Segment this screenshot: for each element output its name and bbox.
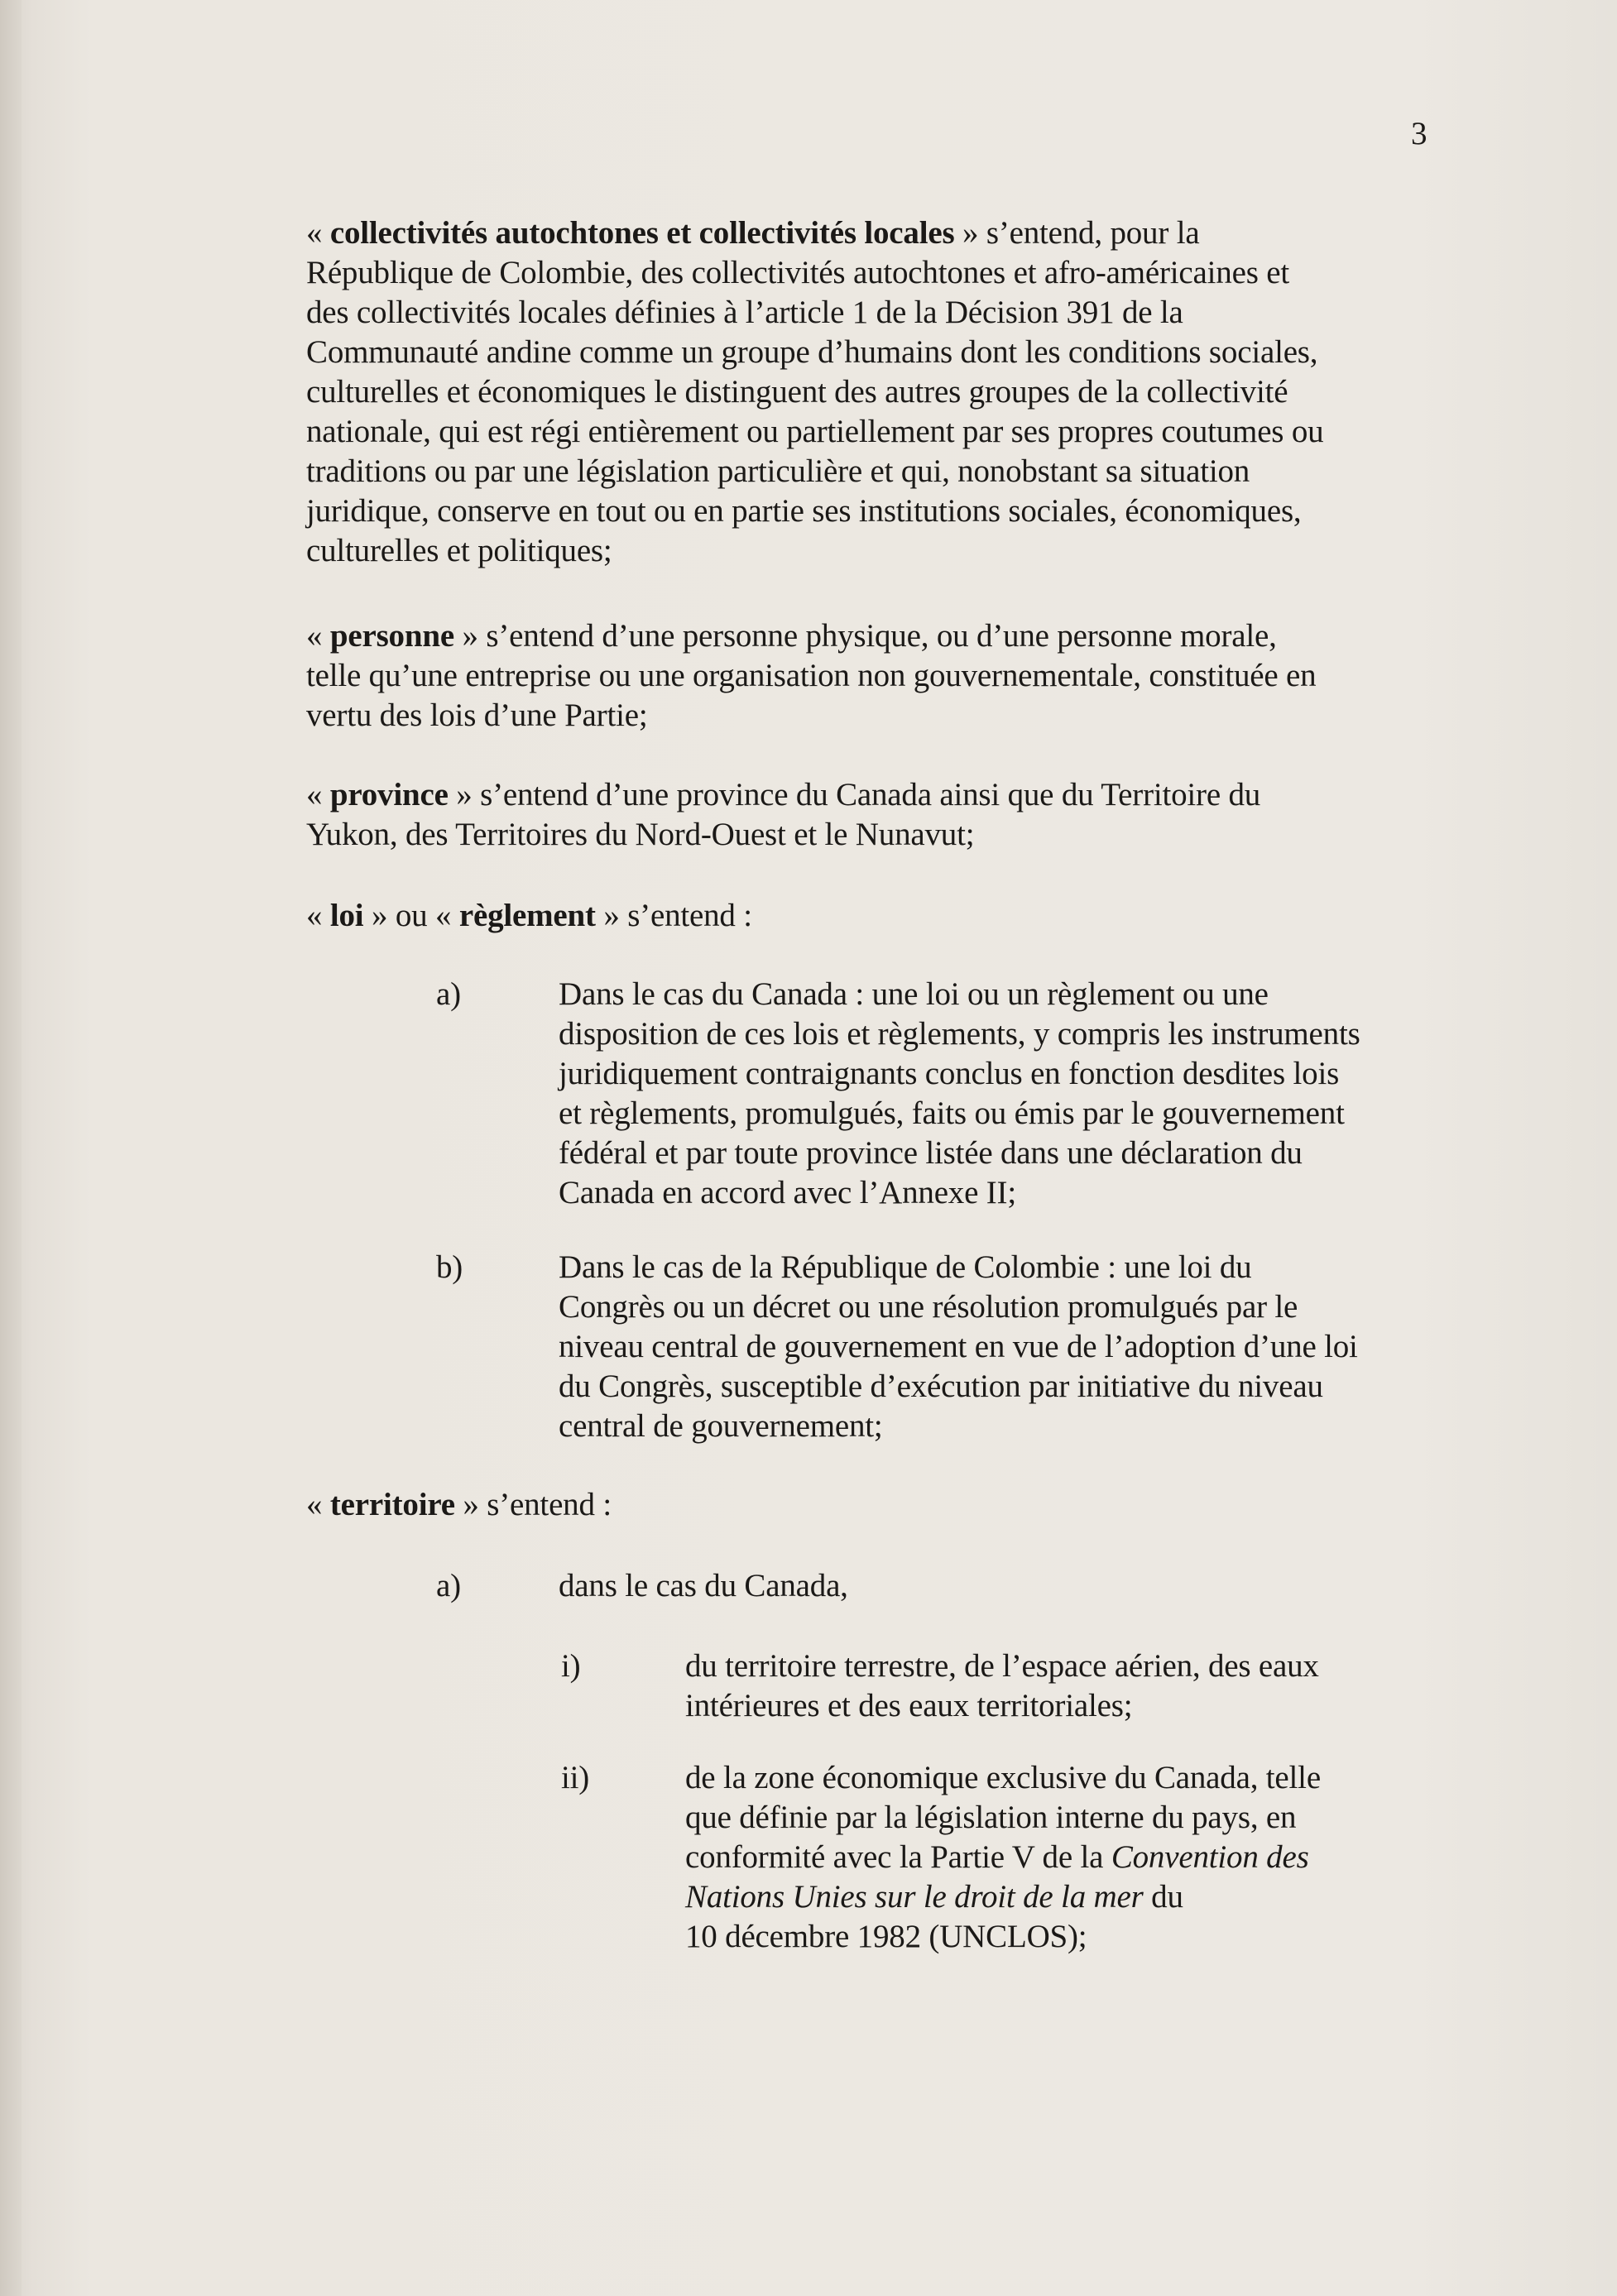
item-line: niveau central de gouvernement en vue de l’adoption d’une loi <box>559 1329 1358 1364</box>
definition-territoire <box>306 1485 1407 1525</box>
definition-lead: » s’entend, pour la <box>954 215 1200 251</box>
definition-line: République de Colombie, des collectivités autochtones et afro-américaines et <box>306 255 1289 290</box>
definition-line: Yukon, des Territoires du Nord-Ouest et le Nunavut; <box>306 817 975 852</box>
sub-item-label: i) <box>561 1648 581 1684</box>
item-line <box>685 1838 1321 1877</box>
defined-term: collectivités autochtones et collectivités locales <box>329 215 955 251</box>
item-line: Congrès ou un décret ou une résolution promulgués par le <box>559 1289 1298 1325</box>
definition-first-line <box>306 213 1407 253</box>
definition-line: Communauté andine comme un groupe d’humains dont les conditions sociales, <box>306 334 1318 370</box>
defined-term-2: règlement <box>458 898 596 933</box>
defined-term: province <box>329 777 449 812</box>
definition-line: vertu des lois d’une Partie; <box>306 697 648 733</box>
binding-shadow <box>0 0 22 2296</box>
item-line: Dans le cas du Canada : une loi ou un règlement ou une <box>559 976 1269 1012</box>
item-line: 10 décembre 1982 (UNCLOS); <box>685 1919 1087 1954</box>
italic-title: Convention des <box>1111 1839 1309 1875</box>
plain-text: conformité avec la Partie V de la <box>685 1839 1111 1875</box>
definition-first-line <box>306 1485 1407 1525</box>
item-line: fédéral et par toute province listée dans une déclaration du <box>559 1135 1303 1171</box>
item-line: et règlements, promulgués, faits ou émis par le gouvernement <box>559 1095 1345 1131</box>
item-label: a) <box>436 976 461 1012</box>
definition-line: traditions ou par une législation particulière et qui, nonobstant sa situation <box>306 453 1250 489</box>
definition-first-line <box>306 896 1407 936</box>
open-quote: « <box>306 898 330 933</box>
open-quote: « <box>306 618 330 654</box>
plain-text: du <box>1143 1879 1183 1915</box>
item-line: intérieures et des eaux territoriales; <box>685 1688 1133 1723</box>
defined-term: personne <box>329 618 454 654</box>
definition-lead: » s’entend d’une province du Canada ainsi que du Territoire du <box>448 777 1261 812</box>
page-number: 3 <box>1411 116 1427 151</box>
definition-line: culturelles et politiques; <box>306 533 612 568</box>
definition-line: juridique, conserve en tout ou en partie ses institutions sociales, économiques, <box>306 493 1302 529</box>
open-quote: « <box>306 777 330 812</box>
item-line: central de gouvernement; <box>559 1408 883 1444</box>
definition-collectivites <box>306 213 1407 571</box>
definition-personne <box>306 616 1407 736</box>
definition-lead: » s’entend d’une personne physique, ou d’une personne morale, <box>453 618 1277 654</box>
item-line: de la zone économique exclusive du Canada, telle <box>685 1760 1321 1795</box>
item-line: juridiquement contraignants conclus en fonction desdites lois <box>559 1056 1340 1091</box>
item-body <box>559 1248 1358 1446</box>
italic-title: Nations Unies sur le droit de la mer <box>685 1879 1144 1915</box>
definition-lead: » s’entend : <box>595 898 752 933</box>
definition-first-line <box>306 616 1407 656</box>
definition-lead: » s’entend : <box>454 1487 612 1522</box>
sub-item-label: ii) <box>561 1760 590 1795</box>
sub-item-body <box>685 1758 1321 1957</box>
definition-line: telle qu’une entreprise ou une organisation non gouvernementale, constituée en <box>306 658 1317 693</box>
open-quote: « <box>306 1487 330 1522</box>
defined-term: territoire <box>329 1487 455 1522</box>
item-line: que définie par la législation interne du pays, en <box>685 1800 1297 1835</box>
definition-first-line <box>306 775 1407 815</box>
item-line: Canada en accord avec l’Annexe II; <box>559 1175 1016 1210</box>
definition-line: culturelles et économiques le distinguent des autres groupes de la collectivité <box>306 374 1288 410</box>
item-label: a) <box>436 1568 461 1603</box>
open-quote: « <box>306 215 330 251</box>
item-line: du Congrès, susceptible d’exécution par initiative du niveau <box>559 1368 1323 1404</box>
definition-loi-reglement <box>306 896 1407 936</box>
item-body <box>559 975 1360 1213</box>
item-line: du territoire terrestre, de l’espace aérien, des eaux <box>685 1648 1319 1684</box>
item-line: disposition de ces lois et règlements, y compris les instruments <box>559 1016 1360 1052</box>
definition-connector: » ou « <box>363 898 459 933</box>
item-body: dans le cas du Canada, <box>559 1568 848 1603</box>
definition-line: des collectivités locales définies à l’article 1 de la Décision 391 de la <box>306 295 1183 330</box>
defined-term: loi <box>329 898 364 933</box>
item-line: Dans le cas de la République de Colombie : une loi du <box>559 1249 1252 1285</box>
item-label: b) <box>436 1249 463 1285</box>
sub-item-body <box>685 1647 1319 1726</box>
item-line <box>685 1877 1321 1917</box>
definition-province <box>306 775 1407 855</box>
definition-line: nationale, qui est régi entièrement ou partiellement par ses propres coutumes ou <box>306 414 1324 449</box>
